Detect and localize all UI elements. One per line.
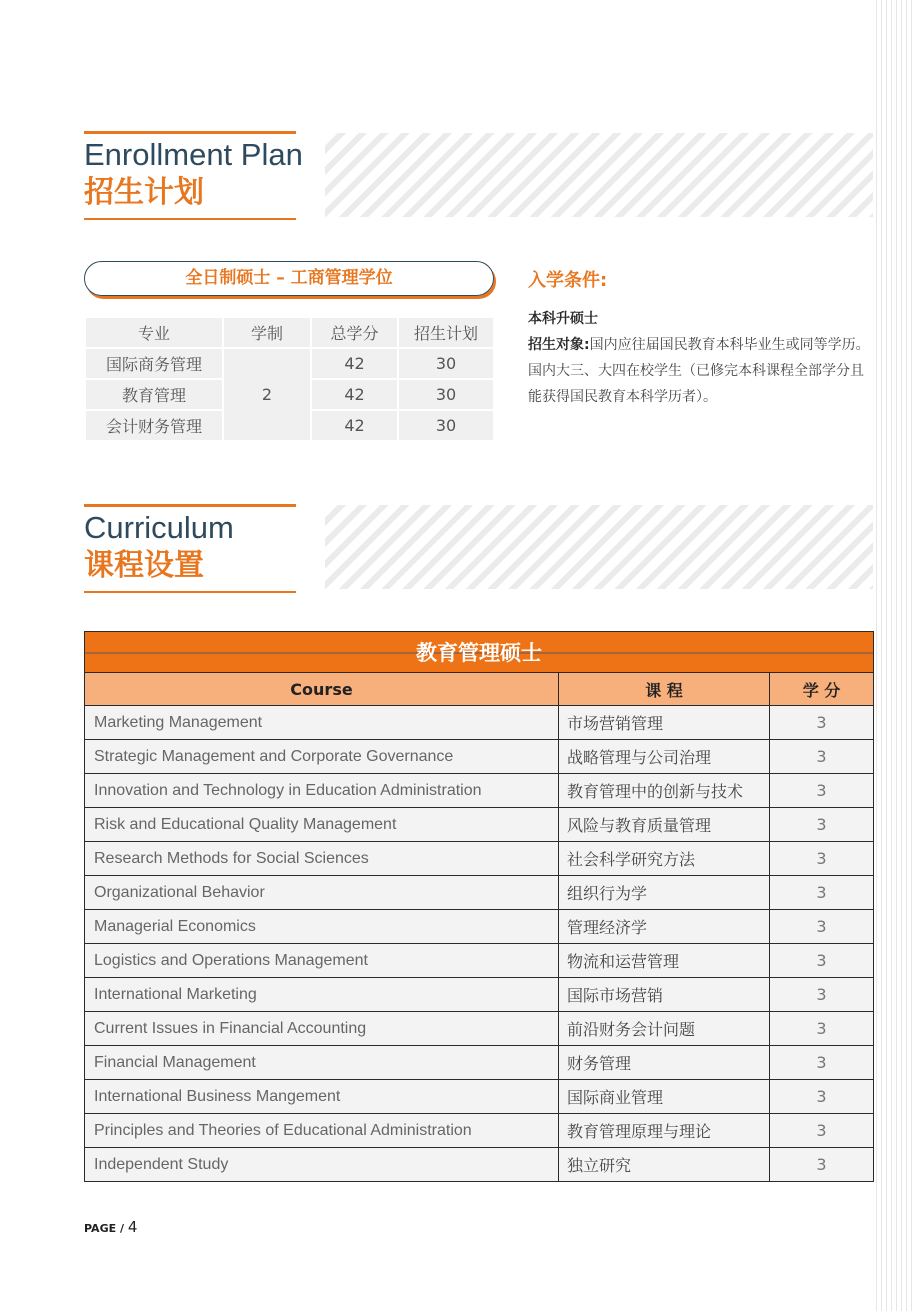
table-row xyxy=(85,910,874,944)
curriculum-table-title: 教育管理硕士 xyxy=(85,632,874,673)
credits-cell: 42 xyxy=(312,380,397,409)
course-name-zh: 市场营销管理 xyxy=(559,706,770,740)
requirements-title: 入学条件: xyxy=(528,270,608,291)
decorative-hatch xyxy=(325,505,873,589)
curriculum-table xyxy=(84,631,874,1182)
course-credit: 3 xyxy=(770,774,874,808)
course-credit: 3 xyxy=(770,1012,874,1046)
table-header-row xyxy=(86,318,493,347)
course-name-zh: 风险与教育质量管理 xyxy=(559,808,770,842)
plan-cell: 30 xyxy=(399,411,493,440)
course-name-en: International Marketing xyxy=(85,978,559,1012)
course-name-zh: 前沿财务会计问题 xyxy=(559,1012,770,1046)
course-name-zh: 社会科学研究方法 xyxy=(559,842,770,876)
header-duration: 学制 xyxy=(224,318,310,347)
course-credit: 3 xyxy=(770,808,874,842)
header-enrollment-plan: 招生计划 xyxy=(399,318,493,347)
table-row xyxy=(85,1148,874,1182)
course-credit: 3 xyxy=(770,706,874,740)
table-row xyxy=(85,740,874,774)
table-row xyxy=(85,1080,874,1114)
target-text: 国内应往届国民教育本科毕业生或同等学历。 xyxy=(589,337,870,353)
header-major: 专业 xyxy=(86,318,222,347)
page-footer xyxy=(84,1218,137,1236)
plan-cell: 30 xyxy=(399,380,493,409)
enrollment-title-en: Enrollment Plan xyxy=(84,137,303,172)
course-credit: 3 xyxy=(770,1046,874,1080)
course-name-en: Logistics and Operations Management xyxy=(85,944,559,978)
credits-cell: 42 xyxy=(312,349,397,378)
course-name-zh: 组织行为学 xyxy=(559,876,770,910)
enrollment-table xyxy=(84,316,495,442)
major-cell: 会计财务管理 xyxy=(86,411,222,440)
course-name-en: Research Methods for Social Sciences xyxy=(85,842,559,876)
course-name-zh: 独立研究 xyxy=(559,1148,770,1182)
page-edge-stripes xyxy=(872,0,912,1311)
course-name-zh: 战略管理与公司治理 xyxy=(559,740,770,774)
course-credit: 3 xyxy=(770,842,874,876)
decorative-hatch xyxy=(325,133,873,217)
curriculum-title-en: Curriculum xyxy=(84,510,234,545)
course-credit: 3 xyxy=(770,1148,874,1182)
course-name-en: Organizational Behavior xyxy=(85,876,559,910)
course-name-zh: 教育管理原理与理论 xyxy=(559,1114,770,1148)
program-title: 全日制硕士 – 工商管理学位 xyxy=(84,261,494,296)
course-name-zh: 管理经济学 xyxy=(559,910,770,944)
plan-cell: 30 xyxy=(399,349,493,378)
header-course: Course xyxy=(85,673,559,706)
course-name-en: Risk and Educational Quality Management xyxy=(85,808,559,842)
course-credit: 3 xyxy=(770,910,874,944)
requirements-extra: 国内大三、大四在校学生（已修完本科课程全部学分且能获得国民教育本科学历者）。 xyxy=(528,363,864,405)
table-row xyxy=(86,349,493,378)
header-credit: 学 分 xyxy=(770,673,874,706)
duration-cell: 2 xyxy=(224,349,310,440)
page-label: PAGE / xyxy=(84,1222,124,1235)
header-total-credits: 总学分 xyxy=(312,318,397,347)
requirements-target xyxy=(528,332,874,358)
course-credit: 3 xyxy=(770,978,874,1012)
admission-requirements xyxy=(528,266,874,410)
page-number: 4 xyxy=(127,1218,138,1236)
credits-cell: 42 xyxy=(312,411,397,440)
table-row xyxy=(85,842,874,876)
header-course-zh: 课 程 xyxy=(559,673,770,706)
course-name-en: International Business Mangement xyxy=(85,1080,559,1114)
table-row xyxy=(85,774,874,808)
course-name-zh: 财务管理 xyxy=(559,1046,770,1080)
course-credit: 3 xyxy=(770,876,874,910)
curriculum-header-row xyxy=(85,673,874,706)
course-name-en: Financial Management xyxy=(85,1046,559,1080)
course-credit: 3 xyxy=(770,1114,874,1148)
enrollment-title-zh: 招生计划 xyxy=(84,175,204,210)
target-label: 招生对象: xyxy=(528,337,590,353)
course-name-en: Current Issues in Financial Accounting xyxy=(85,1012,559,1046)
major-cell: 教育管理 xyxy=(86,380,222,409)
table-row xyxy=(85,706,874,740)
requirements-subtitle: 本科升硕士 xyxy=(528,311,598,327)
course-name-zh: 教育管理中的创新与技术 xyxy=(559,774,770,808)
course-name-en: Independent Study xyxy=(85,1148,559,1182)
table-row xyxy=(85,978,874,1012)
course-name-en: Marketing Management xyxy=(85,706,559,740)
course-name-zh: 国际商业管理 xyxy=(559,1080,770,1114)
major-cell: 国际商务管理 xyxy=(86,349,222,378)
course-credit: 3 xyxy=(770,740,874,774)
table-row xyxy=(85,876,874,910)
course-name-zh: 物流和运营管理 xyxy=(559,944,770,978)
curriculum-title-zh: 课程设置 xyxy=(84,548,204,583)
table-row xyxy=(85,808,874,842)
course-name-en: Strategic Management and Corporate Governance xyxy=(85,740,559,774)
course-name-zh: 国际市场营销 xyxy=(559,978,770,1012)
curriculum-section-heading xyxy=(84,504,296,593)
course-name-en: Innovation and Technology in Education Administration xyxy=(85,774,559,808)
table-row xyxy=(85,1114,874,1148)
course-credit: 3 xyxy=(770,1080,874,1114)
table-row xyxy=(85,944,874,978)
course-credit: 3 xyxy=(770,944,874,978)
course-name-en: Managerial Economics xyxy=(85,910,559,944)
course-name-en: Principles and Theories of Educational Administration xyxy=(85,1114,559,1148)
table-row xyxy=(85,1012,874,1046)
table-row xyxy=(85,1046,874,1080)
enrollment-section-heading xyxy=(84,131,303,220)
